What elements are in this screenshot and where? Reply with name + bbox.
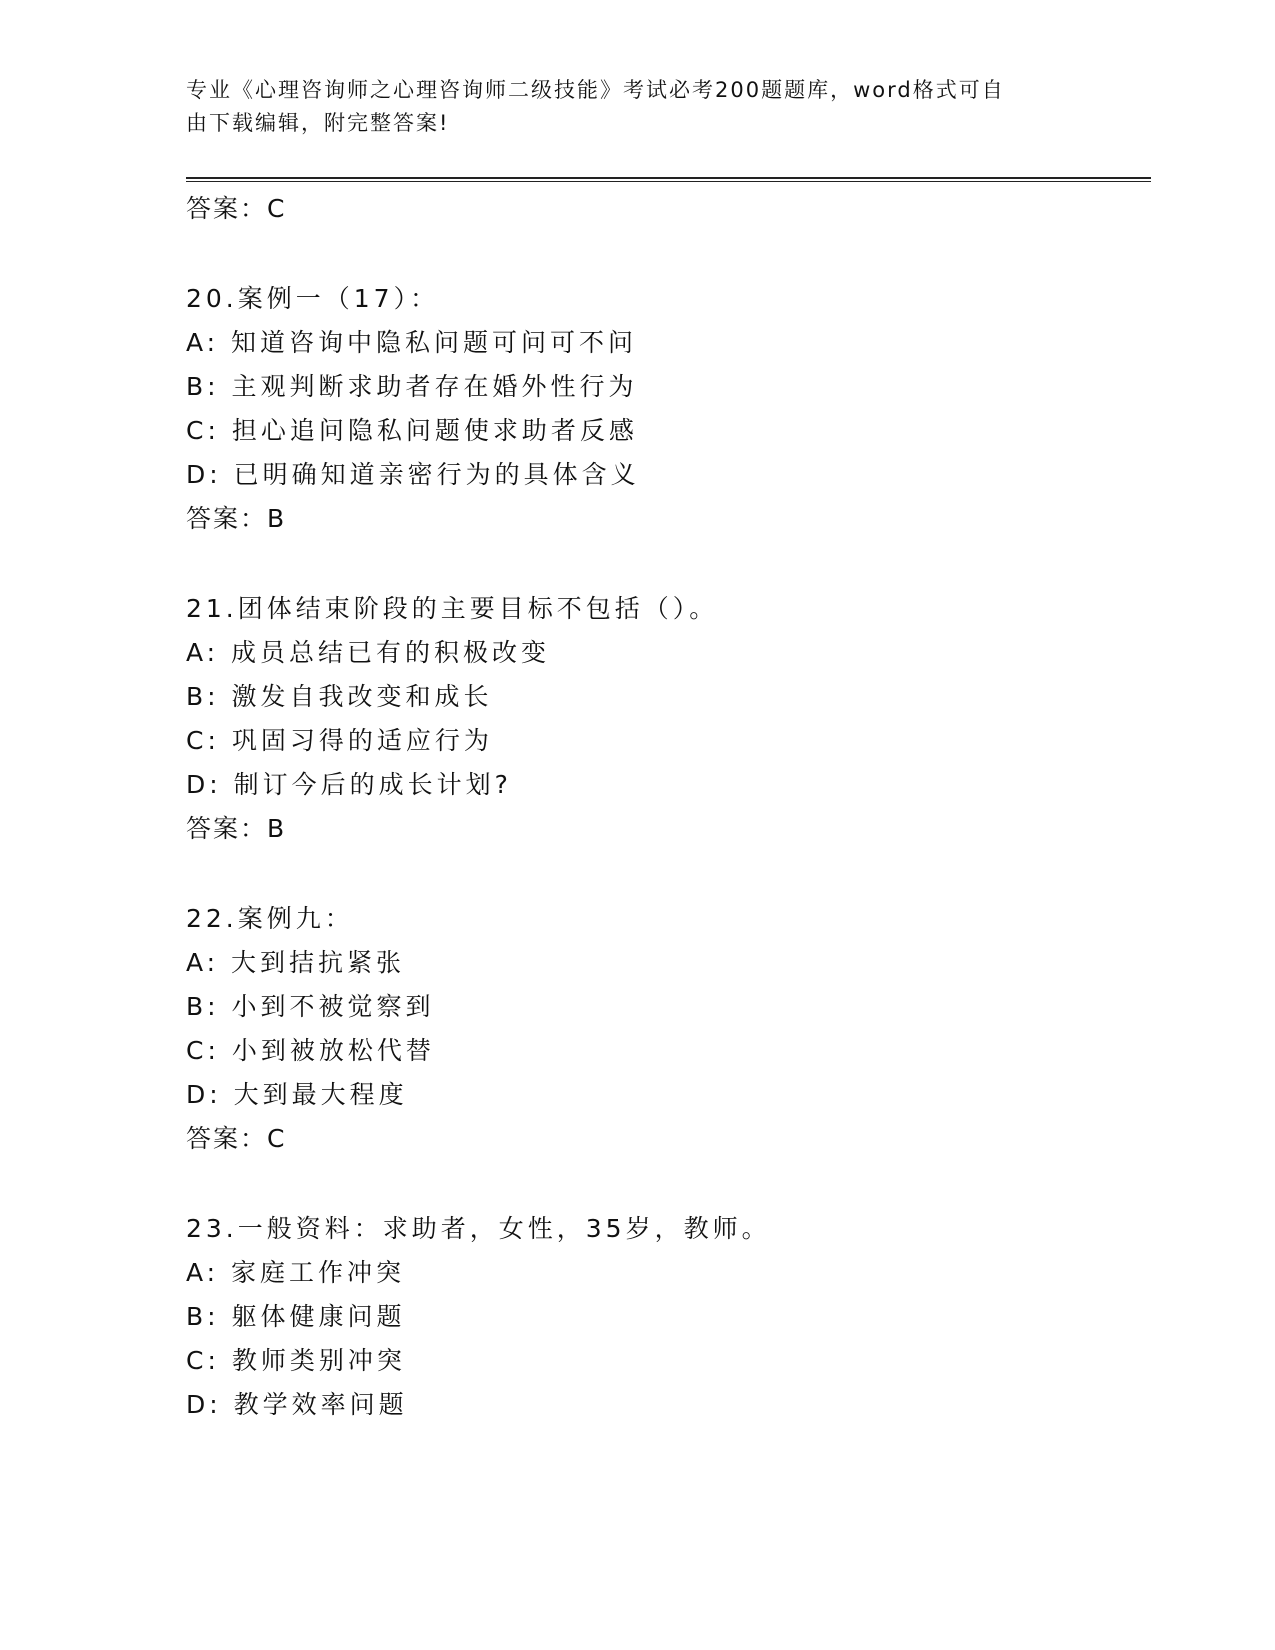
document-header [186,74,1066,140]
question-23-option-d: D: 教学效率问题 [186,1390,408,1419]
header-rule-thick [186,177,1151,179]
question-21-option-d: D: 制订今后的成长计划? [186,770,512,799]
question-22-option-d: D: 大到最大程度 [186,1080,408,1109]
header-rule-thin [186,181,1151,182]
answer-top: 答案：C [186,194,287,223]
question-20-stem: 20.案例一（17）： [186,284,440,313]
question-21-stem: 21.团体结束阶段的主要目标不包括（）。 [186,594,719,623]
question-20-option-b: B: 主观判断求助者存在婚外性行为 [186,372,638,401]
question-23-stem: 23.一般资料：求助者，女性，35岁，教师。 [186,1214,771,1243]
question-21-option-c: C: 巩固习得的适应行为 [186,726,493,755]
question-21-option-a: A: 成员总结已有的积极改变 [186,638,551,667]
question-22-answer: 答案：C [186,1124,287,1153]
header-line-1: 专业《心理咨询师之心理咨询师二级技能》考试必考200题题库，word格式可自 [186,78,1005,102]
question-23-option-c: C: 教师类别冲突 [186,1346,406,1375]
question-22-option-a: A: 大到拮抗紧张 [186,948,406,977]
question-23-option-a: A: 家庭工作冲突 [186,1258,406,1287]
question-20-option-c: C: 担心追问隐私问题使求助者反感 [186,416,638,445]
question-22-option-b: B: 小到不被觉察到 [186,992,435,1021]
question-22-stem: 22.案例九： [186,904,354,933]
question-21-option-b: B: 激发自我改变和成长 [186,682,493,711]
question-20-option-a: A: 知道咨询中隐私问题可问可不问 [186,328,638,357]
question-23-option-b: B: 躯体健康问题 [186,1302,406,1331]
question-22-option-c: C: 小到被放松代替 [186,1036,435,1065]
question-20-option-d: D: 已明确知道亲密行为的具体含义 [186,460,640,489]
question-21-answer: 答案：B [186,814,287,843]
header-line-2: 由下载编辑，附完整答案! [186,111,450,135]
question-20-answer: 答案：B [186,504,287,533]
